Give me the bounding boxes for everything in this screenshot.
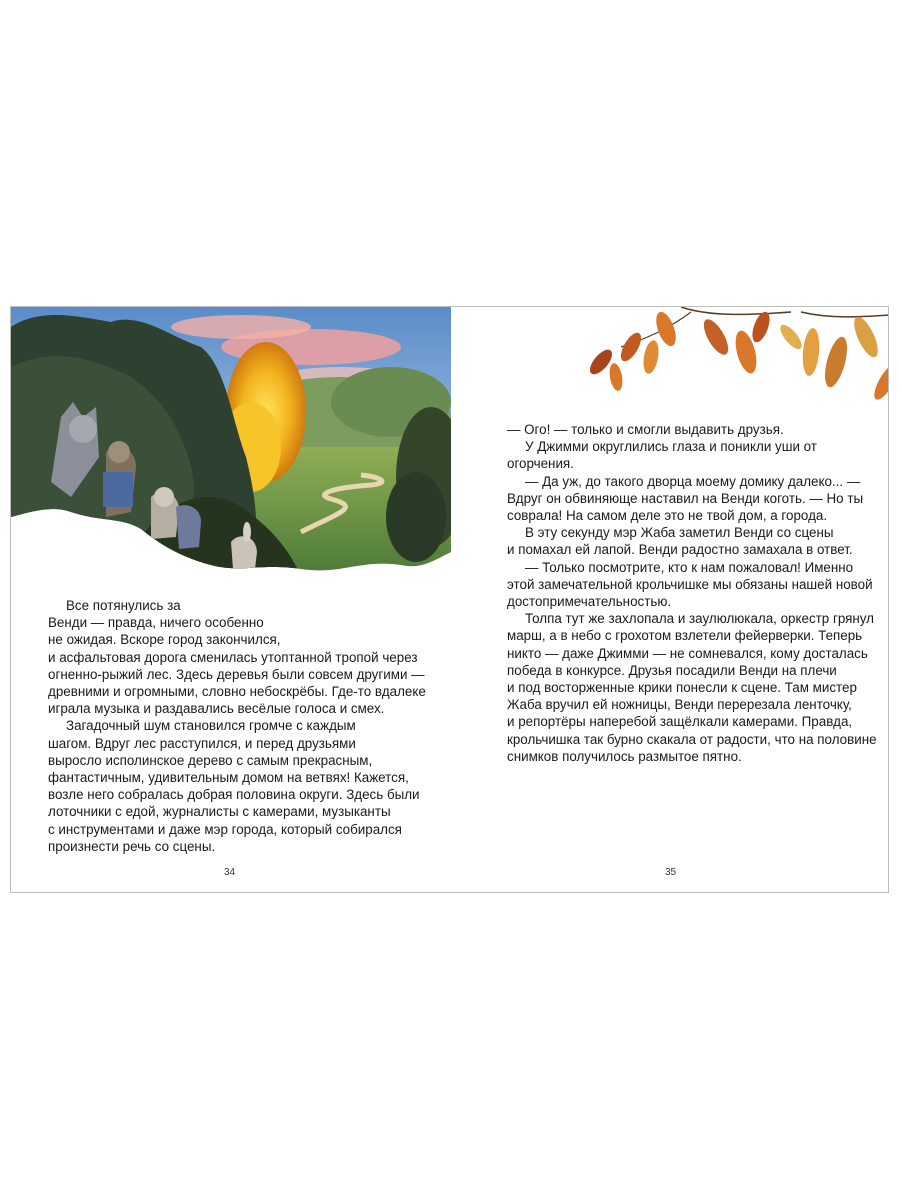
- paragraph-line: соврала! На самом деле это не твой дом, а города.: [507, 508, 828, 524]
- right-page: [451, 307, 889, 892]
- paragraph-line: У Джимми округлились глаза и поникли уши от: [525, 439, 817, 455]
- paragraph-line: крольчишка так бурно скакала от радости, что на половине: [507, 731, 877, 747]
- paragraph-line: огненно-рыжий лес. Здесь деревья были совсем другими —: [48, 666, 425, 682]
- left-page: [11, 307, 451, 892]
- paragraph-line: этой замечательной крольчишке мы обязаны нашей новой: [507, 576, 873, 592]
- paragraph-line: фантастичным, удивительным домом на ветвях! Кажется,: [48, 770, 409, 786]
- paragraph-line: и под восторженные крики понесли к сцене. Там мистер: [507, 680, 857, 696]
- paragraph-line: победа в конкурсе. Друзья посадили Венди на плечи: [507, 662, 837, 678]
- forest-illustration: [11, 307, 451, 577]
- page-number: 34: [224, 867, 236, 878]
- right-page-text: [507, 421, 887, 765]
- left-page-text: [48, 597, 443, 855]
- paragraph-line: возле него собралась добрая половина округи. Здесь были: [48, 787, 420, 803]
- paragraph-line: лоточники с едой, журналисты с камерами, музыканты: [48, 804, 391, 820]
- paragraph-line: и асфальтовая дорога сменилась утоптанной тропой через: [48, 649, 418, 665]
- book-spread: [10, 306, 889, 893]
- paragraph-line: и репортёры наперебой защёлкали камерами. Правда,: [507, 714, 853, 730]
- paragraph-line: Венди — правда, ничего особенно: [48, 615, 264, 631]
- paragraph-line: Жаба вручил ей ножницы, Венди перерезала ленточку,: [507, 697, 852, 713]
- paragraph-line: — Ого! — только и смогли выдавить друзья.: [507, 422, 784, 437]
- paragraph-line: марш, а в небо с грохотом взлетели фейерверки. Теперь: [507, 628, 863, 644]
- paragraph-line: достопримечательностью.: [507, 594, 672, 610]
- paragraph-line: — Да уж, до такого дворца моему домику далеко... —: [525, 473, 861, 489]
- paragraph-line: огорчения.: [507, 456, 574, 472]
- paragraph-line: выросло исполинское дерево с самым прекрасным,: [48, 752, 373, 768]
- paragraph-line: Вдруг он обвиняюще наставил на Венди коготь. — Но ты: [507, 490, 864, 506]
- paragraph-line: и помахал ей лапой. Венди радостно замахала в ответ.: [507, 542, 853, 558]
- paragraph-line: Толпа тут же захлопала и заулюлюкала, оркестр грянул: [525, 611, 874, 627]
- paragraph-line: произнести речь со сцены.: [48, 838, 216, 854]
- paragraph-line: никто — даже Джимми — не сомневался, кому досталась: [507, 645, 868, 661]
- paragraph-line: древними и огромными, словно небоскрёбы. Где-то вдалеке: [48, 684, 426, 700]
- paragraph-line: шагом. Вдруг лес расступился, и перед друзьями: [48, 735, 356, 751]
- paragraph-line: снимков получилось размытое пятно.: [507, 748, 742, 764]
- paragraph-line: — Только посмотрите, кто к нам пожаловал! Именно: [525, 559, 854, 575]
- autumn-leaves-decoration: [551, 307, 889, 407]
- paragraph-line: с инструментами и даже мэр города, который собирался: [48, 821, 402, 837]
- paragraph-line: В эту секунду мэр Жаба заметил Венди со сцены: [525, 525, 834, 541]
- paragraph-line: Все потянулись за: [66, 598, 181, 613]
- paragraph-line: Загадочный шум становился громче с каждым: [66, 718, 356, 734]
- paragraph-line: играла музыка и раздавались весёлые голоса и смех.: [48, 701, 385, 717]
- paragraph-line: не ожидая. Вскоре город закончился,: [48, 632, 281, 648]
- page-number: 35: [665, 867, 677, 878]
